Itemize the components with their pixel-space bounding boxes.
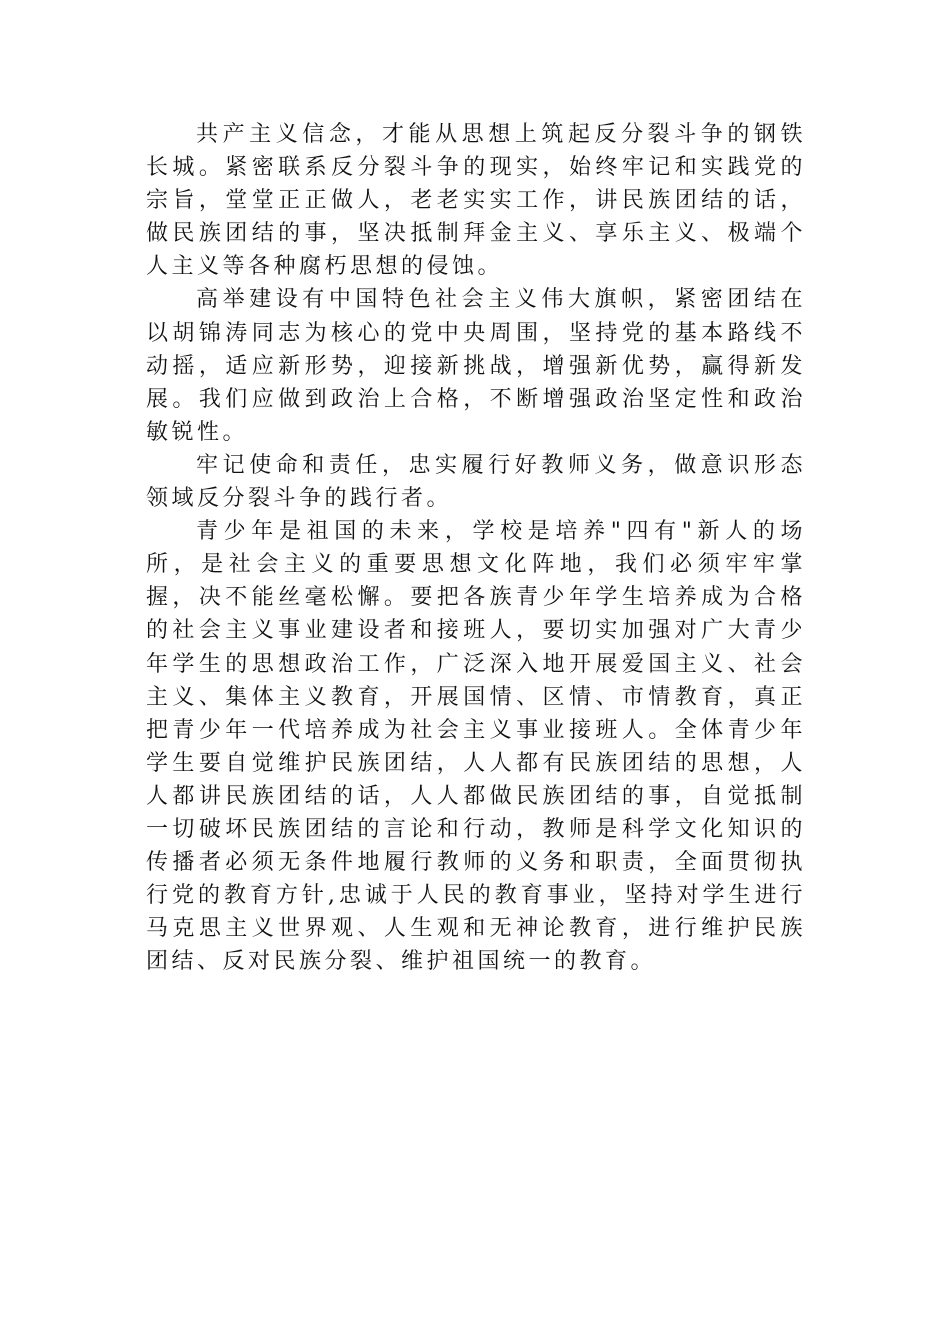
paragraph-3: 牢记使命和责任，忠实履行好教师义务，做意识形态领域反分裂斗争的践行者。 [146, 452, 806, 512]
paragraph-1: 共产主义信念，才能从思想上筑起反分裂斗争的钢铁长城。紧密联系反分裂斗争的现实，始终牢记和实践党的宗旨，堂堂正正做人，老老实实工作，讲民族团结的话，做民族团结的事，坚决抵制拜金主义、享乐主义、极端个人主义等各种腐朽思想的侵蚀。 [146, 122, 806, 280]
paragraph-4: 青少年是祖国的未来，学校是培养"四有"新人的场所，是社会主义的重要思想文化阵地，我们必须牢牢掌握，决不能丝毫松懈。要把各族青少年学生培养成为合格的社会主义事业建设者和接班人，要切实加强对广大青少年学生的思想政治工作，广泛深入地开展爱国主义、社会主义、集体主义教育，开展国情、区情、市情教育，真正把青少年一代培养成为社会主义事业接班人。全体青少年学生要自觉维护民族团结，人人都有民族团结的思想，人人都讲民族团结的话，人人都做民族团结的事，自觉抵制一切破坏民族团结的言论和行动，教师是科学文化知识的传播者必须无条件地履行教师的义务和职责，全面贯彻执行党的教育方针,忠诚于人民的教育事业，坚持对学生进行马克思主义世界观、人生观和无神论教育，进行维护民族团结、反对民族分裂、维护祖国统一的教育。 [146, 519, 806, 975]
paragraph-2: 高举建设有中国特色社会主义伟大旗帜，紧密团结在以胡锦涛同志为核心的党中央周围，坚持党的基本路线不动摇，适应新形势，迎接新挑战，增强新优势，赢得新发展。我们应做到政治上合格，不断增强政治坚定性和政治敏锐性。 [146, 287, 806, 445]
document-body [146, 118, 806, 978]
